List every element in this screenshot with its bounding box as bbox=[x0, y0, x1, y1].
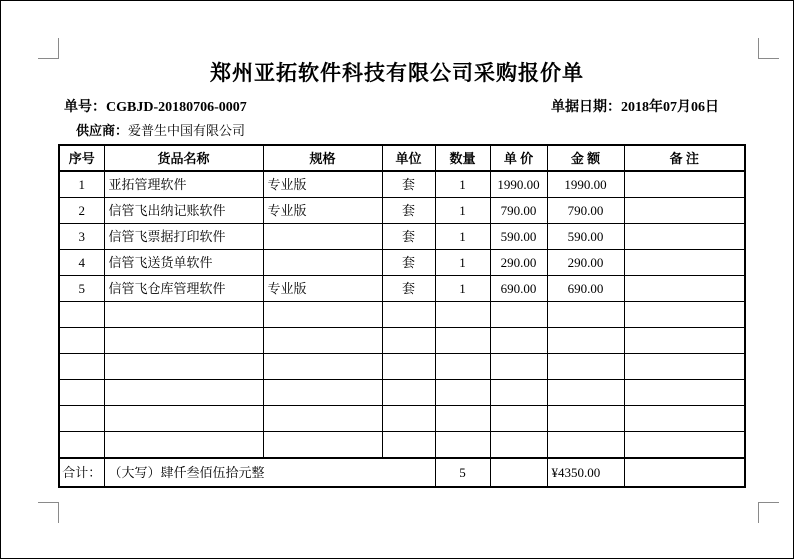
cell-qty: 1 bbox=[435, 224, 490, 250]
cell-unit-price bbox=[490, 328, 547, 354]
cell-unit-price bbox=[490, 354, 547, 380]
cell-remark bbox=[624, 276, 745, 302]
header-unit-price: 单 价 bbox=[490, 145, 547, 171]
cell-remark bbox=[624, 224, 745, 250]
cell-unit: 套 bbox=[382, 250, 435, 276]
header-remark: 备 注 bbox=[624, 145, 745, 171]
cell-spec bbox=[263, 224, 382, 250]
crop-mark-top-left-icon bbox=[38, 38, 59, 59]
cell-unit-price: 590.00 bbox=[490, 224, 547, 250]
cell-unit bbox=[382, 302, 435, 328]
cell-remark bbox=[624, 328, 745, 354]
cell-product-name: 亚拓管理软件 bbox=[104, 171, 263, 198]
cell-qty bbox=[435, 380, 490, 406]
cell-unit-price bbox=[490, 302, 547, 328]
cell-qty bbox=[435, 328, 490, 354]
cell-spec bbox=[263, 380, 382, 406]
cell-product-name bbox=[104, 380, 263, 406]
order-number-line bbox=[64, 96, 247, 116]
cell-seq bbox=[59, 328, 104, 354]
cell-seq bbox=[59, 406, 104, 432]
cell-amount: 690.00 bbox=[547, 276, 624, 302]
cell-product-name bbox=[104, 432, 263, 459]
cell-product-name: 信管飞出纳记账软件 bbox=[104, 198, 263, 224]
header-spec: 规格 bbox=[263, 145, 382, 171]
cell-amount: 590.00 bbox=[547, 224, 624, 250]
total-remark-cell bbox=[624, 458, 745, 487]
cell-spec bbox=[263, 302, 382, 328]
document-date-line bbox=[551, 96, 719, 116]
supplier-line bbox=[76, 120, 248, 139]
cell-spec bbox=[263, 354, 382, 380]
cell-unit: 套 bbox=[382, 224, 435, 250]
cell-unit-price bbox=[490, 380, 547, 406]
cell-remark bbox=[624, 380, 745, 406]
total-row bbox=[59, 458, 745, 487]
cell-remark bbox=[624, 302, 745, 328]
crop-mark-top-right-icon bbox=[758, 38, 779, 59]
cell-spec: 专业版 bbox=[263, 276, 382, 302]
cell-unit-price: 690.00 bbox=[490, 276, 547, 302]
cell-amount bbox=[547, 328, 624, 354]
cell-spec: 专业版 bbox=[263, 198, 382, 224]
order-number-label: 单号： bbox=[64, 100, 106, 115]
cell-unit bbox=[382, 406, 435, 432]
cell-qty bbox=[435, 406, 490, 432]
total-qty-cell: 5 bbox=[435, 458, 490, 487]
cell-amount bbox=[547, 302, 624, 328]
supplier-label: 供应商： bbox=[76, 123, 129, 138]
table-row bbox=[59, 276, 745, 302]
cell-qty: 1 bbox=[435, 171, 490, 198]
cell-unit bbox=[382, 328, 435, 354]
cell-seq: 5 bbox=[59, 276, 104, 302]
cell-amount: 1990.00 bbox=[547, 171, 624, 198]
total-label-cell: 合计： bbox=[59, 458, 104, 487]
cell-amount bbox=[547, 354, 624, 380]
cell-unit bbox=[382, 432, 435, 459]
cell-unit-price: 1990.00 bbox=[490, 171, 547, 198]
document-title: 郑州亚拓软件科技有限公司采购报价单 bbox=[210, 61, 584, 85]
cell-seq: 3 bbox=[59, 224, 104, 250]
cell-amount bbox=[547, 380, 624, 406]
header-qty: 数量 bbox=[435, 145, 490, 171]
total-unit-price-cell bbox=[490, 458, 547, 487]
order-number-value: CGBJD-20180706-0007 bbox=[106, 100, 247, 115]
table-row bbox=[59, 328, 745, 354]
supplier-value: 爱普生中国有限公司 bbox=[128, 123, 246, 138]
cell-product-name: 信管飞仓库管理软件 bbox=[104, 276, 263, 302]
table-row bbox=[59, 198, 745, 224]
cell-qty: 1 bbox=[435, 276, 490, 302]
cell-seq bbox=[59, 380, 104, 406]
table-row bbox=[59, 354, 745, 380]
cell-seq bbox=[59, 302, 104, 328]
cell-unit-price bbox=[490, 406, 547, 432]
cell-seq bbox=[59, 432, 104, 459]
header-unit: 单位 bbox=[382, 145, 435, 171]
cell-unit-price bbox=[490, 432, 547, 459]
table-header-row bbox=[59, 145, 745, 171]
cell-product-name bbox=[104, 354, 263, 380]
table-row bbox=[59, 250, 745, 276]
cell-qty: 1 bbox=[435, 198, 490, 224]
crop-mark-bottom-right-icon bbox=[758, 502, 779, 523]
header-amount: 金 额 bbox=[547, 145, 624, 171]
cell-remark bbox=[624, 198, 745, 224]
cell-remark bbox=[624, 432, 745, 459]
cell-spec bbox=[263, 406, 382, 432]
cell-qty bbox=[435, 354, 490, 380]
document-date-value: 2018年07月06日 bbox=[621, 100, 719, 115]
document-date-label: 单据日期： bbox=[551, 100, 621, 115]
cell-unit bbox=[382, 354, 435, 380]
cell-qty: 1 bbox=[435, 250, 490, 276]
cell-seq: 2 bbox=[59, 198, 104, 224]
cell-remark bbox=[624, 250, 745, 276]
total-amount-cell: ¥4350.00 bbox=[547, 458, 624, 487]
amount-in-words-cell: （大写）肆仟叁佰伍拾元整 bbox=[104, 458, 435, 487]
cell-remark bbox=[624, 406, 745, 432]
cell-seq: 4 bbox=[59, 250, 104, 276]
cell-qty bbox=[435, 302, 490, 328]
cell-product-name: 信管飞票据打印软件 bbox=[104, 224, 263, 250]
cell-product-name bbox=[104, 406, 263, 432]
cell-amount bbox=[547, 406, 624, 432]
cell-unit: 套 bbox=[382, 276, 435, 302]
cell-amount: 790.00 bbox=[547, 198, 624, 224]
cell-unit-price: 290.00 bbox=[490, 250, 547, 276]
table-row bbox=[59, 380, 745, 406]
cell-spec bbox=[263, 432, 382, 459]
cell-seq bbox=[59, 354, 104, 380]
cell-spec: 专业版 bbox=[263, 171, 382, 198]
cell-product-name: 信管飞送货单软件 bbox=[104, 250, 263, 276]
table-row bbox=[59, 224, 745, 250]
cell-remark bbox=[624, 354, 745, 380]
header-seq: 序号 bbox=[59, 145, 104, 171]
cell-product-name bbox=[104, 302, 263, 328]
cell-unit bbox=[382, 380, 435, 406]
cell-seq: 1 bbox=[59, 171, 104, 198]
cell-amount bbox=[547, 432, 624, 459]
cell-remark bbox=[624, 171, 745, 198]
cell-unit: 套 bbox=[382, 171, 435, 198]
cell-unit: 套 bbox=[382, 198, 435, 224]
cell-spec bbox=[263, 250, 382, 276]
cell-spec bbox=[263, 328, 382, 354]
table-row bbox=[59, 302, 745, 328]
cell-qty bbox=[435, 432, 490, 459]
header-product-name: 货品名称 bbox=[104, 145, 263, 171]
table-row bbox=[59, 406, 745, 432]
table-row bbox=[59, 171, 745, 198]
quotation-table bbox=[58, 144, 746, 488]
table-row bbox=[59, 432, 745, 459]
crop-mark-bottom-left-icon bbox=[38, 502, 59, 523]
cell-product-name bbox=[104, 328, 263, 354]
cell-amount: 290.00 bbox=[547, 250, 624, 276]
cell-unit-price: 790.00 bbox=[490, 198, 547, 224]
